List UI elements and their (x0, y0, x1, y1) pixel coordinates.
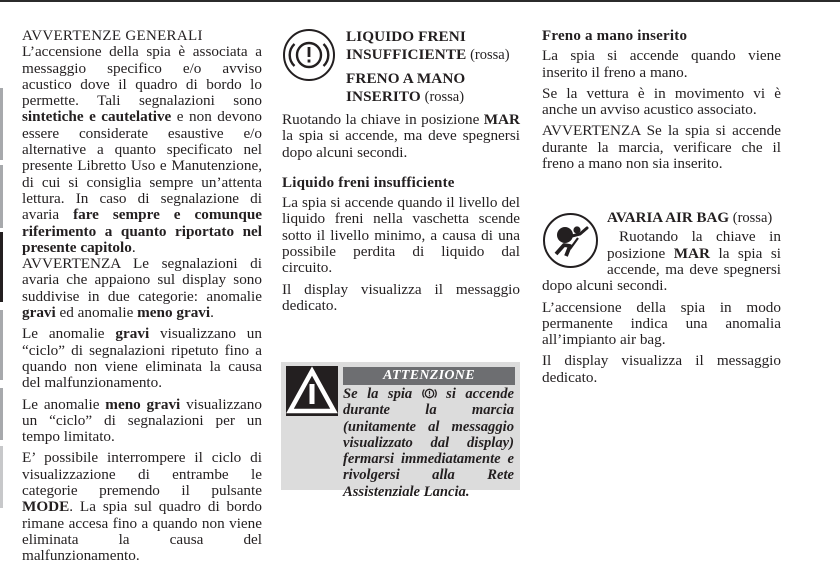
brake-warning-header (282, 28, 520, 106)
paragraph-warning-categories (22, 256, 262, 321)
text: visualizzano un “ciclo” di segnalazioni per un tempo limitato. (22, 395, 262, 446)
heading-text: AVARIA AIR BAG (607, 210, 729, 227)
heading-text: INSERITO (346, 87, 421, 105)
text: Ruotando la chiave in posizione (607, 228, 781, 262)
edge-tab (0, 446, 3, 508)
subheading-handbrake: Freno a mano inserito (542, 28, 688, 44)
paragraph-mode-button (22, 450, 262, 564)
bold-text: gravi (115, 325, 150, 343)
airbag-warning-icon (542, 212, 599, 269)
edge-tab (0, 310, 3, 380)
column-handbrake-airbag (542, 28, 781, 391)
paragraph-display-message: Il display visualizza il messaggio dedicato. (282, 280, 520, 314)
text: E’ possibile interrompere il ciclo di visualizzazione di entrambe le categorie premendo il pulsante (22, 449, 262, 500)
text: visualizzano un “ciclo” di segnalazioni ripetuto fino a quando non viene eliminata la causa del malfunzionamento. (22, 325, 262, 392)
bold-text: MAR (673, 244, 710, 262)
text: . La spia sul quadro di bordo rimane accesa fino a quando non viene eliminata la causa del malfunzionamento. (22, 498, 262, 565)
edge-tab (0, 165, 3, 228)
section-heading-general-warnings: AVVERTENZE GENERALI (22, 28, 203, 44)
text: e non devono essere considerate esaustive e/o alternative a quanto specificato nel presente Libretto Uso e Manutenzione, di cui si consiglia sempre un’attenta lettura. In caso di segnalazione di avaria (22, 108, 263, 224)
bold-text: MODE (22, 498, 70, 516)
paragraph-brake-fluid-level: La spia si accende quando il livello del liquido freni nella vaschetta scende sotto il livello minimo, a causa di una possibile perdita di liquido dal circuito. (282, 194, 520, 277)
attention-text (286, 386, 514, 500)
heading-text: INSUFFICIENTE (346, 45, 467, 63)
brake-warning-titles (346, 28, 510, 106)
attention-title: ATTENZIONE (343, 367, 515, 385)
paragraph-general-intro (22, 44, 262, 256)
paragraph-key-mar (282, 112, 520, 161)
attention-box (281, 362, 520, 500)
edge-tab (0, 388, 3, 440)
bold-text: fare sempre e comunque riferimento a quanto riportato nel presente capitolo (22, 206, 263, 256)
edge-tab (0, 232, 3, 302)
heading-handbrake-line2 (346, 88, 510, 107)
paragraph-handbrake-warning: AVVERTENZA Se la spia si accende durante la marcia, verificare che il freno a mano non sia inserito. (542, 122, 781, 173)
text: la spia si accende, ma deve spegnersi dopo alcuni secondi. (542, 244, 781, 295)
text: . (210, 304, 214, 322)
column-general-warnings (22, 28, 262, 570)
text: Le anomalie (22, 395, 106, 413)
heading-handbrake-line1: FRENO A MANO (346, 70, 466, 87)
airbag-section (542, 210, 781, 386)
bold-text: meno gravi (137, 304, 211, 322)
text: Ruotando la chiave in posizione (282, 111, 484, 128)
bold-text: gravi (22, 304, 56, 322)
light-color-label: (rossa) (470, 46, 510, 63)
brake-warning-icon (282, 28, 336, 82)
text: ed anomalie (55, 304, 138, 322)
text: Se la spia (343, 386, 422, 402)
attention-text-indented (286, 386, 514, 500)
bold-text: MAR (483, 111, 520, 128)
light-color-label: (rossa) (424, 88, 465, 105)
bold-text: sintetiche e cautelative (22, 108, 172, 126)
brake-warning-inline-icon (422, 387, 437, 400)
bold-text: meno gravi (105, 395, 181, 413)
paragraph-handbrake-on: La spia si accende quando viene inserito il freno a mano. (542, 47, 781, 81)
paragraph-airbag-permanent: L’accensione della spia in modo permanente indica una anomalia all’impianto air bag. (542, 298, 781, 349)
text: si accende durante la marcia (unitamente al messaggio visualizzato dal display) fermarsi immediatamente e rivolgersi alla Rete Assistenziale Lancia. (343, 386, 515, 500)
paragraph-serious-anomalies (22, 326, 262, 391)
heading-brake-fluid-line2 (346, 46, 510, 65)
subheading-brake-fluid: Liquido freni insufficiente (282, 174, 455, 191)
page-top-border (0, 0, 840, 2)
text: AVVERTENZA Le segnalazioni di avaria che appaiono sul display sono suddivise in due categorie: anomalie (22, 255, 262, 305)
text: L’accensione della spia è associata a messaggio specifico e/o avviso acustico dove il quadro di bordo lo permette. Tali segnalazioni sono (22, 43, 262, 110)
edge-tab (0, 88, 3, 160)
column-brake-fluid (282, 28, 520, 319)
text: la spia si accende, ma deve spegnersi dopo alcuni secondi. (282, 127, 520, 161)
paragraph-minor-anomalies (22, 397, 262, 446)
paragraph-airbag-display: Il display visualizza il messaggio dedicato. (542, 352, 781, 386)
heading-brake-fluid-line1: LIQUIDO FRENI (346, 28, 466, 45)
chapter-edge-tabs (0, 0, 4, 518)
text: Le anomalie (22, 325, 116, 343)
light-color-label: (rossa) (732, 210, 773, 227)
text: . (131, 238, 136, 256)
paragraph-acoustic-warning: Se la vettura è in movimento vi è anche un avviso acustico associato. (542, 84, 781, 119)
